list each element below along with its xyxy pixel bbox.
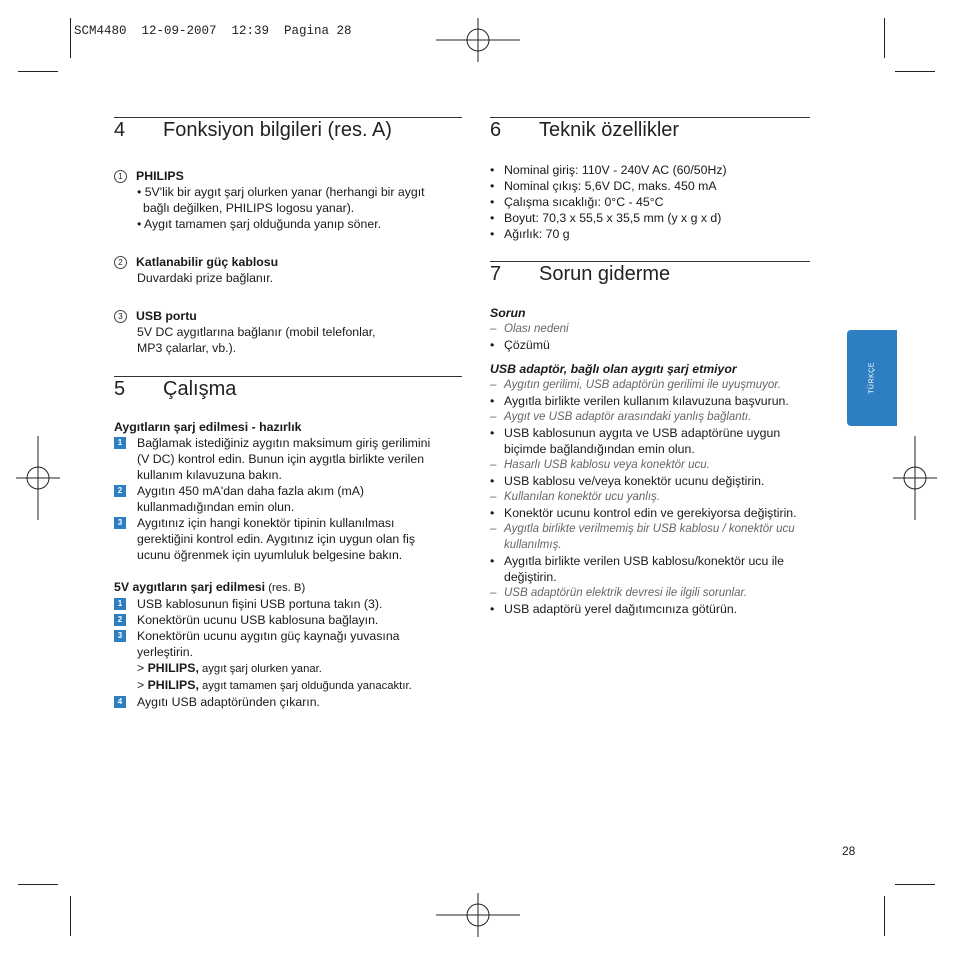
spec-list (490, 162, 810, 242)
section-4-heading (114, 117, 462, 154)
spec-item: • Boyut: 70,3 x 55,5 x 35,5 mm (y x g x d) (490, 210, 810, 226)
crop-mark (895, 884, 935, 885)
step: 3 Aygıtınız için hangi konektör tipinin kullanılması gerektiğini kontrol edin. Aygıtınız için uygun olan fiş ucunu öğrenmek için uyumluluk belgesine bakın. (114, 515, 462, 563)
spec-item: • Çalışma sıcaklığı: 0°C - 45°C (490, 194, 810, 210)
language-tab-label: TÜRKÇE (868, 362, 876, 394)
subsection-heading: Aygıtların şarj edilmesi - hazırlık (114, 420, 302, 434)
solution: • Aygıtla birlikte verilen kullanım kılavuzuna başvurun. (490, 393, 810, 409)
step-badge: 2 (114, 614, 126, 626)
crop-mark (70, 18, 71, 58)
legend-cause: – Olası nedeni (490, 321, 810, 337)
circled-number: 2 (114, 256, 127, 269)
crop-mark (895, 71, 935, 72)
spec-item: • Ağırlık: 70 g (490, 226, 810, 242)
solution: • USB kablosu ve/veya konektör ucunu değiştirin. (490, 473, 810, 489)
solution: • Konektör ucunu kontrol edin ve gerekiyorsa değiştirin. (490, 505, 810, 521)
step-badge: 2 (114, 485, 126, 497)
section-number: 5 (114, 378, 126, 400)
step: 2 Konektörün ucunu USB kablosuna bağlayın. (114, 612, 462, 628)
legend-problem: Sorun (490, 306, 526, 320)
solution: • USB kablosunun aygıta ve USB adaptörüne uygun biçimde bağlandığından emin olun. (490, 425, 810, 457)
print-header: SCM4480 12-09-2007 12:39 Pagina 28 (74, 24, 352, 38)
crop-mark (70, 896, 71, 936)
step: 4 Aygıtı USB adaptöründen çıkarın. (114, 694, 462, 710)
registration-mark-right (893, 436, 937, 520)
solution: • USB adaptörü yerel dağıtımcınıza götürün. (490, 601, 810, 617)
step-badge: 1 (114, 598, 126, 610)
section-number: 4 (114, 119, 126, 141)
step: 1 Bağlamak istediğiniz aygıtın maksimum giriş gerilimini (V DC) kontrol edin. Bunun için aygıtla birlikte verilen kullanım kılavuzuna bakın. (114, 435, 462, 483)
registration-mark-left (16, 436, 60, 520)
step-result: > PHILIPS, aygıt şarj olurken yanar. (137, 661, 322, 675)
cause: – Kullanılan konektör ucu yanlış. (490, 489, 810, 505)
crop-mark (884, 896, 885, 936)
function-item: 1 PHILIPS • 5V'lik bir aygıt şarj olurken yanar (herhangi bir aygıt bağlı değilken, PHILIPS logosu yanar). • Aygıt tamamen şarj olduğunda yanıp söner. (114, 168, 462, 232)
step-badge: 3 (114, 517, 126, 529)
solution: • Aygıtla birlikte verilen USB kablosu/konektör ucu ile değiştirin. (490, 553, 810, 585)
crop-mark (18, 71, 58, 72)
function-item: 3 USB portu 5V DC aygıtlarına bağlanır (mobil telefonlar, MP3 çalarlar, vb.). (114, 308, 462, 356)
section-title: Sorun giderme (539, 263, 671, 285)
right-column (490, 117, 810, 617)
step-badge: 3 (114, 630, 126, 642)
step-result: > PHILIPS, aygıt tamamen şarj olduğunda yanacaktır. (137, 678, 412, 692)
cause: – Aygıtın gerilimi, USB adaptörün gerilimi ile uyuşmuyor. (490, 377, 810, 393)
problem-heading: USB adaptör, bağlı olan aygıtı şarj etmiyor (490, 362, 737, 376)
left-column (114, 117, 462, 710)
step: 2 Aygıtın 450 mA'dan daha fazla akım (mA) kullanmadığından emin olun. (114, 483, 462, 515)
step-badge: 1 (114, 437, 126, 449)
crop-mark (884, 18, 885, 58)
function-item: 2 Katlanabilir güç kablosu Duvardaki prize bağlanır. (114, 254, 462, 286)
section-7-heading (490, 261, 810, 298)
step: 1 USB kablosunun fişini USB portuna takın (3). (114, 596, 462, 612)
circled-number: 1 (114, 170, 127, 183)
section-6-heading (490, 117, 810, 154)
step: 3 Konektörün ucunu aygıtın güç kaynağı yuvasına yerleştirin. > PHILIPS, aygıt şarj olurken yanar. > PHILIPS, aygıt tamamen şarj olduğunda yanacaktır. (114, 628, 462, 694)
section-number: 6 (490, 119, 502, 141)
circled-number: 3 (114, 310, 127, 323)
registration-mark-top (436, 18, 520, 62)
cause: – Aygıt ve USB adaptör arasındaki yanlış bağlantı. (490, 409, 810, 425)
page-number: 28 (842, 844, 856, 858)
section-title: Fonksiyon bilgileri (res. A) (163, 119, 392, 141)
spec-item: • Nominal giriş: 110V - 240V AC (60/50Hz) (490, 162, 810, 178)
language-tab (847, 330, 897, 426)
cause: – Hasarlı USB kablosu veya konektör ucu. (490, 457, 810, 473)
crop-mark (18, 884, 58, 885)
section-title: Teknik özellikler (539, 119, 680, 141)
step-badge: 4 (114, 696, 126, 708)
section-number: 7 (490, 263, 502, 285)
section-title: Çalışma (163, 378, 237, 400)
section-5-heading (114, 376, 462, 413)
registration-mark-bottom (436, 893, 520, 937)
legend-solution: • Çözümü (490, 337, 810, 353)
subsection-heading: 5V aygıtların şarj edilmesi (res. B) (114, 580, 306, 594)
cause: – USB adaptörün elektrik devresi ile ilgili sorunlar. (490, 585, 810, 601)
spec-item: • Nominal çıkış: 5,6V DC, maks. 450 mA (490, 178, 810, 194)
cause: – Aygıtla birlikte verilmemiş bir USB kablosu / konektör ucu kullanılmış. (490, 521, 810, 553)
